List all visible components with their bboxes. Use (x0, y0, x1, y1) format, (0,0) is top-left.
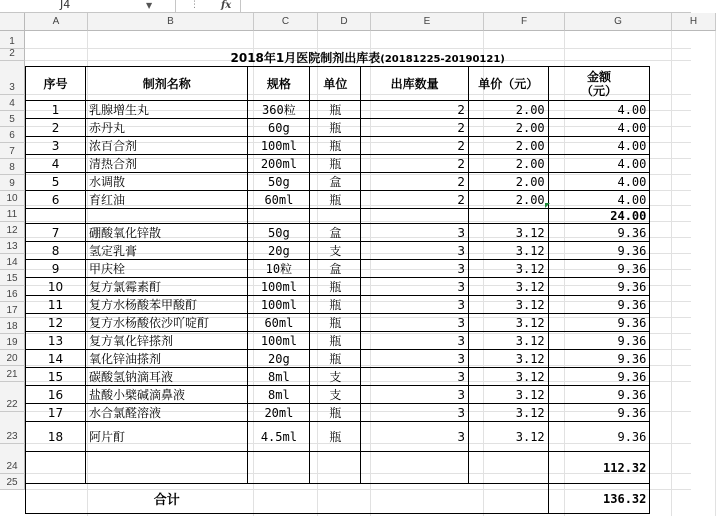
cell[interactable] (248, 452, 310, 484)
cell-qty[interactable]: 3 (361, 278, 469, 296)
column-header-f[interactable]: F (484, 13, 565, 31)
cell-price[interactable]: 3.12 (468, 368, 548, 386)
row-header-21[interactable]: 21 (0, 366, 25, 382)
cell[interactable] (248, 31, 310, 49)
cell[interactable] (650, 332, 691, 350)
cell-qty[interactable]: 2 (361, 173, 469, 191)
row-header-19[interactable]: 19 (0, 334, 25, 350)
cell-no[interactable]: 17 (26, 404, 86, 422)
cell[interactable] (26, 452, 86, 484)
column-header-h[interactable]: H (672, 13, 716, 31)
formula-bar-divider-2 (240, 0, 241, 12)
cell-price[interactable]: 2.00 (468, 137, 548, 155)
cell[interactable] (361, 484, 469, 514)
header-unit[interactable]: 单位 (310, 67, 361, 101)
cell-no[interactable]: 4 (26, 155, 86, 173)
row-header-14[interactable]: 14 (0, 254, 25, 270)
cell-spec[interactable]: 8ml (248, 386, 310, 404)
sheet-title-text: 2018年1月医院制剂出库表 (230, 51, 381, 65)
cell-unit[interactable]: 瓶 (310, 350, 361, 368)
column-header-c[interactable]: C (254, 13, 318, 31)
cell[interactable] (86, 31, 248, 49)
cell[interactable] (650, 119, 691, 137)
cell[interactable] (26, 484, 86, 514)
cell-no[interactable]: 5 (26, 173, 86, 191)
header-name[interactable]: 制剂名称 (86, 67, 248, 101)
cell-qty[interactable]: 2 (361, 191, 469, 209)
cell-price[interactable]: 3.12 (468, 422, 548, 452)
cell-no[interactable]: 10 (26, 278, 86, 296)
cell-name[interactable]: 阿片酊 (86, 422, 248, 452)
cell-spec[interactable]: 20g (248, 242, 310, 260)
column-header-g[interactable]: G (565, 13, 672, 31)
cell-qty[interactable]: 3 (361, 404, 469, 422)
cell-qty[interactable]: 2 (361, 155, 469, 173)
cell-spec[interactable]: 360粒 (248, 101, 310, 119)
cell-price[interactable]: 2.00 (468, 119, 548, 137)
cell-unit[interactable]: 瓶 (310, 155, 361, 173)
cell-price[interactable]: 3.12 (468, 242, 548, 260)
grand-total[interactable]: 136.32 (548, 484, 650, 514)
cell-name[interactable]: 复方氧化锌搽剂 (86, 332, 248, 350)
cell-name[interactable]: 复方水杨酸依沙吖啶酊 (86, 314, 248, 332)
cell-name[interactable]: 浓百合剂 (86, 137, 248, 155)
cell-qty[interactable]: 3 (361, 260, 469, 278)
cell-no[interactable]: 1 (26, 101, 86, 119)
cell-price[interactable]: 2.00 (468, 155, 548, 173)
cell-name[interactable]: 氢定乳膏 (86, 242, 248, 260)
cell[interactable] (26, 49, 86, 67)
cell-name[interactable]: 赤丹丸 (86, 119, 248, 137)
header-spec[interactable]: 规格 (248, 67, 310, 101)
header-qty[interactable]: 出库数量 (361, 67, 469, 101)
cell[interactable] (650, 49, 691, 67)
header-amount[interactable] (548, 67, 650, 101)
cell[interactable] (26, 514, 86, 530)
cell-amount[interactable]: 9.36 (548, 350, 650, 368)
cell-amount[interactable]: 9.36 (548, 296, 650, 314)
cell-amount[interactable]: 4.00 (548, 137, 650, 155)
total-label[interactable]: 合计 (86, 484, 248, 514)
spreadsheet-grid (25, 31, 691, 530)
cell-price[interactable]: 3.12 (468, 350, 548, 368)
cell-name[interactable]: 水调散 (86, 173, 248, 191)
cell-no[interactable]: 2 (26, 119, 86, 137)
name-box-value: J4 (60, 0, 71, 11)
cell-unit[interactable]: 瓶 (310, 137, 361, 155)
cell[interactable] (650, 137, 691, 155)
cell[interactable] (650, 404, 691, 422)
header-amount-line2: （元） (581, 83, 618, 98)
cell-amount[interactable]: 4.00 (548, 101, 650, 119)
cell[interactable] (248, 484, 310, 514)
row-header-17[interactable]: 17 (0, 302, 25, 318)
cell-qty[interactable]: 2 (361, 119, 469, 137)
row-header-16[interactable]: 16 (0, 286, 25, 302)
cell[interactable] (310, 209, 361, 224)
cell[interactable] (650, 314, 691, 332)
cell-no[interactable]: 12 (26, 314, 86, 332)
header-no[interactable]: 序号 (26, 67, 86, 101)
cell-spec[interactable]: 100ml (248, 278, 310, 296)
row-header-24[interactable]: 24 (0, 444, 25, 474)
error-indicator-icon (545, 203, 550, 208)
cell-spec[interactable]: 60g (248, 119, 310, 137)
cell[interactable] (86, 514, 248, 530)
name-box[interactable] (0, 0, 155, 12)
cell-no[interactable]: 7 (26, 224, 86, 242)
cell[interactable] (548, 31, 650, 49)
row-header-18[interactable]: 18 (0, 318, 25, 334)
cell-name[interactable]: 碳酸氢钠滴耳液 (86, 368, 248, 386)
row-header-8[interactable]: 8 (0, 159, 25, 175)
cell-price[interactable]: 2.00 (468, 101, 548, 119)
cell-spec[interactable]: 50g (248, 224, 310, 242)
cell-price[interactable]: 2.00 (468, 191, 548, 209)
cell-qty[interactable]: 2 (361, 137, 469, 155)
header-amount-line1: 金额 (587, 69, 612, 84)
row-header-15[interactable]: 15 (0, 270, 25, 286)
formula-bar-divider (175, 0, 176, 12)
cell-amount[interactable]: 9.36 (548, 242, 650, 260)
cell[interactable] (650, 173, 691, 191)
cell-amount[interactable]: 9.36 (548, 404, 650, 422)
row-header-3[interactable]: 3 (0, 61, 25, 95)
cell-qty[interactable]: 3 (361, 242, 469, 260)
cell-name[interactable]: 甲庆栓 (86, 260, 248, 278)
cell[interactable] (248, 514, 310, 530)
row-header-6[interactable]: 6 (0, 127, 25, 143)
cell-unit[interactable]: 瓶 (310, 191, 361, 209)
cell-unit[interactable]: 瓶 (310, 332, 361, 350)
cell-no[interactable]: 11 (26, 296, 86, 314)
cell-spec[interactable]: 20g (248, 350, 310, 368)
cell-qty[interactable]: 3 (361, 296, 469, 314)
cell[interactable] (468, 514, 548, 530)
cell-unit[interactable]: 盒 (310, 260, 361, 278)
header-price[interactable]: 单价（元） (468, 67, 548, 101)
cell[interactable] (650, 260, 691, 278)
row-header-25[interactable]: 25 (0, 474, 25, 490)
row-header-22[interactable]: 22 (0, 382, 25, 412)
cell[interactable] (650, 278, 691, 296)
cell[interactable] (468, 484, 548, 514)
row-header-13[interactable]: 13 (0, 238, 25, 254)
cell[interactable] (468, 31, 548, 49)
cell[interactable] (650, 386, 691, 404)
cell-amount[interactable]: 9.36 (548, 314, 650, 332)
cell[interactable] (361, 31, 469, 49)
cell-price[interactable]: 3.12 (468, 296, 548, 314)
cell-no[interactable]: 16 (26, 386, 86, 404)
cell-no[interactable]: 6 (26, 191, 86, 209)
cell-name[interactable]: 清热合剂 (86, 155, 248, 173)
cell[interactable] (26, 31, 86, 49)
cell[interactable] (650, 67, 691, 101)
cell-name[interactable]: 氧化锌油搽剂 (86, 350, 248, 368)
cell-unit[interactable]: 瓶 (310, 296, 361, 314)
cell-name[interactable]: 盐酸小檗碱滴鼻液 (86, 386, 248, 404)
cell-spec[interactable]: 200ml (248, 155, 310, 173)
cell-price[interactable]: 3.12 (468, 386, 548, 404)
cell[interactable] (650, 350, 691, 368)
row-header-1[interactable]: 1 (0, 31, 25, 49)
cell-unit[interactable]: 瓶 (310, 314, 361, 332)
row-header-5[interactable]: 5 (0, 111, 25, 127)
cell-spec[interactable]: 10粒 (248, 260, 310, 278)
column-header-b[interactable]: B (88, 13, 254, 31)
cell-amount[interactable]: 9.36 (548, 260, 650, 278)
cell-qty[interactable]: 3 (361, 422, 469, 452)
cell[interactable] (650, 209, 691, 224)
cell-amount[interactable]: 9.36 (548, 368, 650, 386)
cell[interactable] (650, 155, 691, 173)
formula-bar-grip-icon: ⋮ (190, 0, 199, 10)
cell[interactable] (650, 224, 691, 242)
cell-name[interactable]: 硼酸氧化锌散 (86, 224, 248, 242)
name-box-dropdown-icon[interactable]: ▼ (146, 1, 153, 10)
cell[interactable] (650, 31, 691, 49)
cell-no[interactable]: 18 (26, 422, 86, 452)
cell[interactable] (26, 209, 86, 224)
cell[interactable] (468, 209, 548, 224)
sheet-title-range: (20181225-20190121) (380, 54, 505, 65)
cell[interactable] (361, 514, 469, 530)
cell-amount[interactable]: 9.36 (548, 422, 650, 452)
cell[interactable] (650, 368, 691, 386)
column-header-e[interactable]: E (371, 13, 484, 31)
formula-bar (0, 0, 691, 13)
cell[interactable] (361, 209, 469, 224)
cell-unit[interactable]: 瓶 (310, 101, 361, 119)
cell-unit[interactable]: 瓶 (310, 278, 361, 296)
cell-qty[interactable]: 3 (361, 332, 469, 350)
cell[interactable] (650, 101, 691, 119)
cell[interactable] (361, 452, 469, 484)
cell-amount[interactable]: 9.36 (548, 386, 650, 404)
row-header-4[interactable]: 4 (0, 95, 25, 111)
cell[interactable] (310, 452, 361, 484)
cell-qty[interactable]: 3 (361, 350, 469, 368)
cell[interactable] (650, 191, 691, 209)
cell-no[interactable]: 8 (26, 242, 86, 260)
cell-amount[interactable]: 4.00 (548, 119, 650, 137)
cell-unit[interactable]: 支 (310, 386, 361, 404)
cell-name[interactable]: 育红油 (86, 191, 248, 209)
cell[interactable] (548, 514, 650, 530)
row-header-9[interactable]: 9 (0, 175, 25, 191)
cell-no[interactable]: 15 (26, 368, 86, 386)
cell-price[interactable]: 3.12 (468, 224, 548, 242)
select-all-corner[interactable] (0, 13, 25, 31)
row-header-23[interactable]: 23 (0, 412, 25, 444)
cell-unit[interactable]: 支 (310, 242, 361, 260)
cell-no[interactable]: 9 (26, 260, 86, 278)
cell-name[interactable]: 复方水杨酸苯甲酸酊 (86, 296, 248, 314)
cell-qty[interactable]: 3 (361, 224, 469, 242)
cell-spec[interactable]: 8ml (248, 368, 310, 386)
row-header-7[interactable]: 7 (0, 143, 25, 159)
cell-price[interactable]: 3.12 (468, 404, 548, 422)
cell-unit[interactable]: 瓶 (310, 422, 361, 452)
row-header-11[interactable]: 11 (0, 206, 25, 222)
sheet-title[interactable] (86, 49, 650, 67)
cell-unit[interactable]: 盒 (310, 224, 361, 242)
formula-input[interactable] (244, 0, 684, 12)
cell-unit[interactable]: 支 (310, 368, 361, 386)
row-header-2[interactable]: 2 (0, 49, 25, 61)
cell-price[interactable]: 2.00 (468, 173, 548, 191)
row-header-20[interactable]: 20 (0, 350, 25, 366)
subtotal-2[interactable]: 112.32 (548, 452, 650, 484)
cell-name[interactable]: 水合氯醛溶液 (86, 404, 248, 422)
cell-spec[interactable]: 100ml (248, 137, 310, 155)
cell-amount[interactable]: 9.36 (548, 224, 650, 242)
cell-price[interactable]: 3.12 (468, 278, 548, 296)
cell[interactable] (650, 296, 691, 314)
cell-spec[interactable]: 100ml (248, 332, 310, 350)
cell-amount[interactable]: 4.00 (548, 191, 650, 209)
cell-spec[interactable]: 60ml (248, 191, 310, 209)
cell-price[interactable]: 3.12 (468, 332, 548, 350)
cell-price[interactable]: 3.12 (468, 260, 548, 278)
cell[interactable] (310, 484, 361, 514)
cell[interactable] (86, 209, 248, 224)
row-header-10[interactable]: 10 (0, 191, 25, 206)
cell-price[interactable]: 3.12 (468, 314, 548, 332)
cell-amount[interactable]: 4.00 (548, 173, 650, 191)
cell[interactable] (650, 514, 691, 530)
cell-unit[interactable]: 盒 (310, 173, 361, 191)
row-header-12[interactable]: 12 (0, 222, 25, 238)
cell[interactable] (650, 484, 691, 514)
column-header-a[interactable]: A (25, 13, 88, 31)
cell[interactable] (650, 422, 691, 452)
insert-function-icon[interactable]: fx (221, 0, 232, 11)
cell-amount[interactable]: 9.36 (548, 278, 650, 296)
cell[interactable] (248, 209, 310, 224)
cell[interactable] (86, 452, 248, 484)
cell-qty[interactable]: 2 (361, 101, 469, 119)
cell[interactable] (310, 514, 361, 530)
cell[interactable] (650, 452, 691, 484)
cell-no[interactable]: 13 (26, 332, 86, 350)
cell-qty[interactable]: 3 (361, 314, 469, 332)
cell-qty[interactable]: 3 (361, 368, 469, 386)
cell[interactable] (650, 242, 691, 260)
cell-spec[interactable]: 50g (248, 173, 310, 191)
subtotal-1[interactable]: 24.00 (548, 209, 650, 224)
cell-amount[interactable]: 9.36 (548, 332, 650, 350)
cell[interactable] (310, 31, 361, 49)
cell-unit[interactable]: 瓶 (310, 119, 361, 137)
cell-unit[interactable]: 瓶 (310, 404, 361, 422)
cell-no[interactable]: 3 (26, 137, 86, 155)
cell-amount[interactable]: 4.00 (548, 155, 650, 173)
cell-name[interactable]: 乳腺增生丸 (86, 101, 248, 119)
cell[interactable] (468, 452, 548, 484)
cell-spec[interactable]: 4.5ml (248, 422, 310, 452)
cell-spec[interactable]: 20ml (248, 404, 310, 422)
cell-no[interactable]: 14 (26, 350, 86, 368)
cell-spec[interactable]: 100ml (248, 296, 310, 314)
cell-qty[interactable]: 3 (361, 386, 469, 404)
cell-spec[interactable]: 60ml (248, 314, 310, 332)
cell-name[interactable]: 复方氯霉素酊 (86, 278, 248, 296)
column-header-d[interactable]: D (318, 13, 371, 31)
